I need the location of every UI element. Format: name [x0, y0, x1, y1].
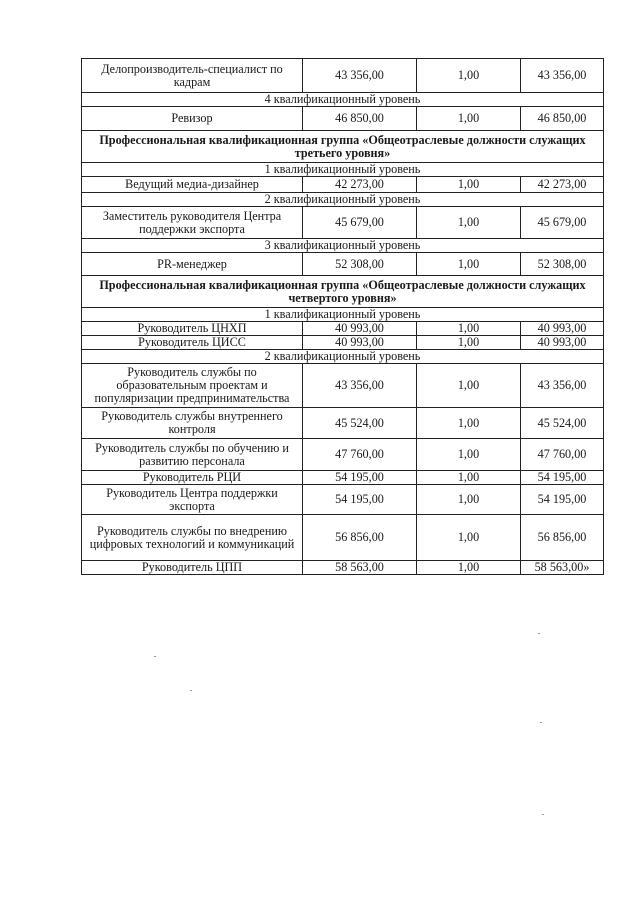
coefficient: 1,00 [417, 322, 521, 336]
position-name: Руководитель службы по образовательным проектам и популяризации предпринимательства [82, 364, 303, 408]
base-salary: 54 195,00 [303, 485, 417, 515]
qualification-level: 3 квалификационный уровень [82, 239, 604, 253]
base-salary: 52 308,00 [303, 253, 417, 276]
total-salary: 47 760,00 [521, 439, 604, 471]
base-salary: 58 563,00 [303, 561, 417, 575]
position-name: Делопроизводитель-специалист по кадрам [82, 59, 303, 93]
base-salary: 56 856,00 [303, 515, 417, 561]
total-salary: 45 524,00 [521, 408, 604, 439]
coefficient: 1,00 [417, 177, 521, 193]
qualification-level: 1 квалификационный уровень [82, 308, 604, 322]
position-name: Руководитель ЦНХП [82, 322, 303, 336]
level-row [82, 93, 604, 107]
position-name: Руководитель ЦПП [82, 561, 303, 575]
qualification-group: Профессиональная квалификационная группа «Общеотраслевые должности служащих четвертого уровня» [82, 276, 604, 308]
salary-table-body [82, 59, 604, 575]
position-name: Руководитель службы по внедрению цифровых технологий и коммуникаций [82, 515, 303, 561]
qualification-level: 4 квалификационный уровень [82, 93, 604, 107]
total-salary: 58 563,00» [521, 561, 604, 575]
total-salary: 40 993,00 [521, 322, 604, 336]
total-salary: 52 308,00 [521, 253, 604, 276]
table-row [82, 207, 604, 239]
coefficient: 1,00 [417, 336, 521, 350]
coefficient: 1,00 [417, 408, 521, 439]
base-salary: 43 356,00 [303, 364, 417, 408]
total-salary: 43 356,00 [521, 59, 604, 93]
level-row [82, 350, 604, 364]
total-salary: 54 195,00 [521, 471, 604, 485]
coefficient: 1,00 [417, 207, 521, 239]
coefficient: 1,00 [417, 439, 521, 471]
coefficient: 1,00 [417, 561, 521, 575]
coefficient: 1,00 [417, 471, 521, 485]
coefficient: 1,00 [417, 59, 521, 93]
coefficient: 1,00 [417, 364, 521, 408]
qualification-level: 2 квалификационный уровень [82, 193, 604, 207]
qualification-level: 1 квалификационный уровень [82, 163, 604, 177]
coefficient: 1,00 [417, 485, 521, 515]
table-row [82, 107, 604, 131]
table-row [82, 471, 604, 485]
position-name: Руководитель Центра поддержки экспорта [82, 485, 303, 515]
total-salary: 45 679,00 [521, 207, 604, 239]
table-row [82, 408, 604, 439]
total-salary: 54 195,00 [521, 485, 604, 515]
table-row [82, 253, 604, 276]
table-row [82, 364, 604, 408]
table-row [82, 177, 604, 193]
total-salary: 56 856,00 [521, 515, 604, 561]
coefficient: 1,00 [417, 515, 521, 561]
position-name: PR-менеджер [82, 253, 303, 276]
base-salary: 42 273,00 [303, 177, 417, 193]
base-salary: 40 993,00 [303, 336, 417, 350]
base-salary: 40 993,00 [303, 322, 417, 336]
level-row [82, 163, 604, 177]
table-row [82, 485, 604, 515]
position-name: Руководитель РЦИ [82, 471, 303, 485]
base-salary: 45 679,00 [303, 207, 417, 239]
base-salary: 45 524,00 [303, 408, 417, 439]
table-row [82, 59, 604, 93]
position-name: Заместитель руководителя Центра поддержки экспорта [82, 207, 303, 239]
table-row [82, 515, 604, 561]
coefficient: 1,00 [417, 253, 521, 276]
total-salary: 46 850,00 [521, 107, 604, 131]
level-row [82, 308, 604, 322]
coefficient: 1,00 [417, 107, 521, 131]
level-row [82, 193, 604, 207]
total-salary: 43 356,00 [521, 364, 604, 408]
table-row [82, 439, 604, 471]
position-name: Ревизор [82, 107, 303, 131]
level-row [82, 239, 604, 253]
position-name: Ведущий медиа-дизайнер [82, 177, 303, 193]
salary-table [81, 58, 604, 575]
position-name: Руководитель службы по обучению и развитию персонала [82, 439, 303, 471]
base-salary: 46 850,00 [303, 107, 417, 131]
base-salary: 47 760,00 [303, 439, 417, 471]
total-salary: 42 273,00 [521, 177, 604, 193]
base-salary: 43 356,00 [303, 59, 417, 93]
group-row [82, 276, 604, 308]
position-name: Руководитель службы внутреннего контроля [82, 408, 303, 439]
group-row [82, 131, 604, 163]
total-salary: 40 993,00 [521, 336, 604, 350]
table-row [82, 561, 604, 575]
qualification-group: Профессиональная квалификационная группа «Общеотраслевые должности служащих третьего уровня» [82, 131, 604, 163]
qualification-level: 2 квалификационный уровень [82, 350, 604, 364]
table-row [82, 322, 604, 336]
table-row [82, 336, 604, 350]
position-name: Руководитель ЦИСС [82, 336, 303, 350]
base-salary: 54 195,00 [303, 471, 417, 485]
